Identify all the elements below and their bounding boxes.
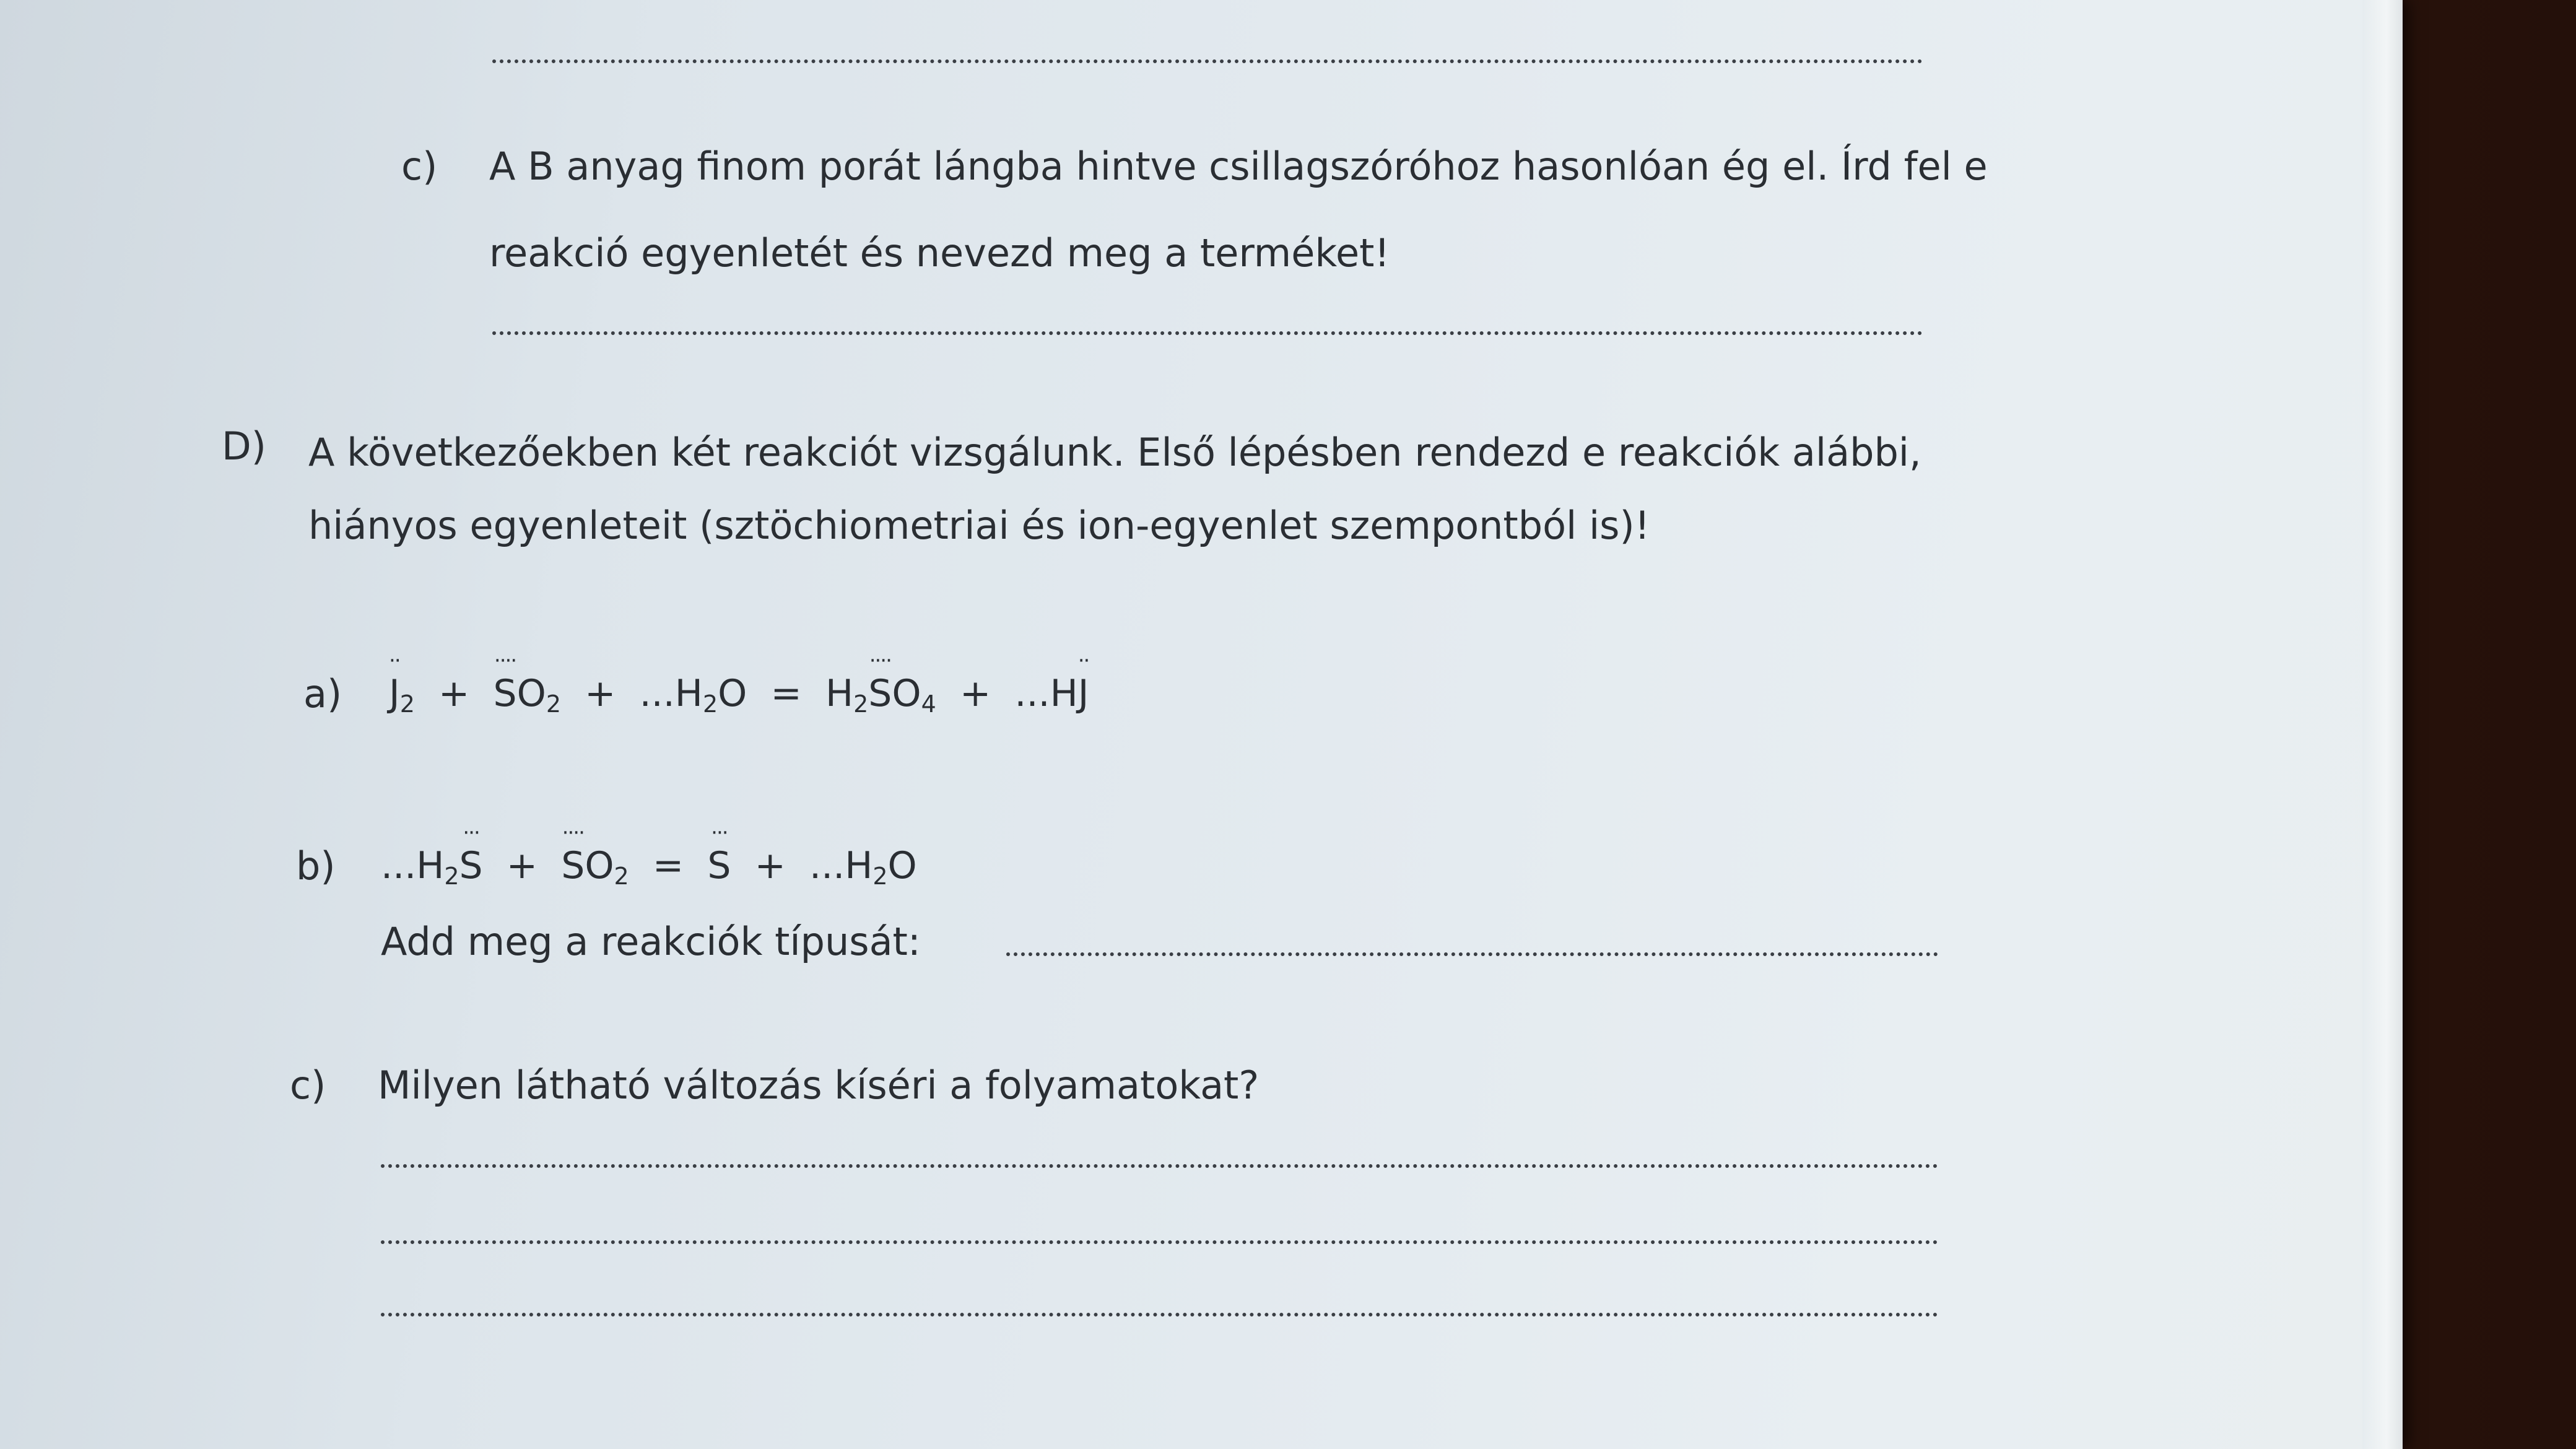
answer-line-top[interactable] [492, 59, 1923, 63]
eq-b-sulfur: ··· S [707, 820, 731, 887]
eq-b-equation: $...H_2$ ··· S + ···· $SO_2$ = ··· $S + ...H_2O$ [381, 820, 917, 890]
eq-b-h2s-coefficient[interactable]: ...H [381, 844, 445, 887]
oxidation-mark[interactable]: ··· [711, 820, 728, 845]
eq-b-h2s-sulfur: ··· S [459, 820, 483, 887]
item-c-letter: c) [401, 144, 438, 189]
question-c-text: Milyen látható változás kíséri a folyamatokat? [378, 1063, 1260, 1108]
oxidation-mark[interactable]: ·· [1077, 648, 1089, 673]
eq-a-sulfur: ···· S [493, 648, 517, 715]
eq-a-equation: ·· $J_2$ + ···· $SO_2 + ...H_2O = H_2$ ···· $SO_4 + ...H$ ·· J [389, 648, 1089, 718]
oxidation-mark[interactable]: ···· [869, 648, 891, 673]
section-d-letter: D) [222, 424, 266, 469]
eq-a-sulfuric-sulfur: ···· S [868, 648, 892, 715]
section-d-line-1: A következőekben két reakciót vizsgálunk. Első lépésben rendezd e reakciók alábbi, [308, 430, 1921, 475]
item-c-line-1: A B anyag finom porát lángba hintve csillagszóróhoz hasonlóan ég el. Írd fel e [489, 144, 1988, 189]
eq-a-letter: a) [303, 671, 342, 716]
eq-a-hj-iodine: ·· J [1077, 648, 1089, 715]
oxidation-mark[interactable]: ···· [494, 648, 516, 673]
answer-line-c-1[interactable] [381, 1164, 1938, 1168]
eq-a-hj-coefficient[interactable]: ...H [1014, 672, 1078, 715]
item-c-line-2: reakció egyenletét és nevezd meg a terméket! [489, 230, 1390, 276]
section-d-line-2: hiányos egyenleteit (sztöchiometriai és ion-egyenlet szempontból is)! [308, 503, 1650, 548]
oxidation-mark[interactable]: ·· [389, 648, 400, 673]
answer-line-c-2[interactable] [381, 1240, 1938, 1244]
eq-a-iodine: ·· J [389, 648, 400, 715]
oxidation-mark[interactable]: ··· [463, 820, 479, 845]
eq-b-letter: b) [296, 843, 336, 889]
oxidation-mark[interactable]: ···· [562, 820, 584, 845]
eq-b-water-coefficient[interactable]: ...H [809, 844, 873, 887]
reaction-type-prompt: Add meg a reakciók típusát: [381, 919, 921, 964]
answer-line-reaction-type[interactable] [1006, 952, 1938, 956]
answer-line-item-c[interactable] [492, 331, 1923, 335]
eq-a-water-coefficient[interactable]: ...H [639, 672, 703, 715]
page-edge [2362, 0, 2403, 1449]
answer-line-c-3[interactable] [381, 1313, 1938, 1316]
eq-b-so2-sulfur: ···· S [561, 820, 585, 887]
question-c-letter: c) [290, 1063, 326, 1108]
